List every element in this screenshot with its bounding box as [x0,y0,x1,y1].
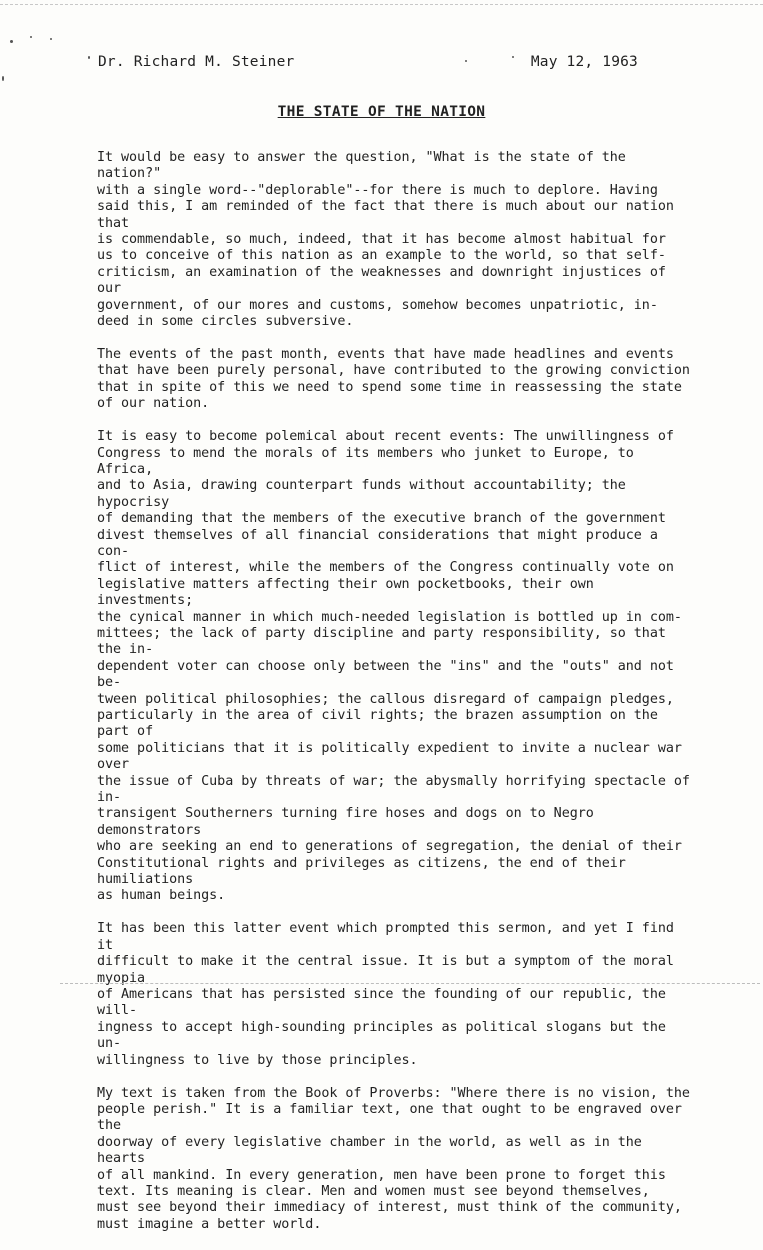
scan-speck [50,38,52,40]
paragraph: It is easy to become polemical about recent events: The unwillingness of Congress to mend the morals of its members who junket to Europe, to Africa, and to Asia, drawing counterpart funds without accountability; the hypocrisy of demanding that the members of the executive branch of the government divest themselves of all financial considerations that might produce a con- flict of interest, while the members of the Congress continually vote on legislative matters affecting their own pocketbooks, their own investments; the cynical manner in which much-needed legislation is bottled up in com- mittees; the lack of party discipline and party responsibility, so that the in- dependent voter can choose only between the "ins" and the "outs" and not be- tween political philosophies; the callous disregard of campaign pledges, particularly in the area of civil rights; the brazen assumption on the part of some politicians that it is politically expedient to invite a nuclear war over the issue of Cuba by threats of war; the abysmally horrifying spectacle of in- transigent Southerners turning fire hoses and dogs on to Negro demonstrators who are seeking an end to generations of segregation, the denial of their Constitutional rights and privileges as citizens, the end of their humiliations as human beings. [97,429,690,904]
page-top-edge [0,4,763,5]
page-bottom-edge [60,983,760,984]
scan-speck [88,56,90,59]
page-title: THE STATE OF THE NATION [277,104,486,120]
author-name: Dr. Richard M. Steiner [98,54,295,70]
scan-speck [2,76,4,81]
paragraph: It has been this latter event which prompted this sermon, and yet I find it difficult to make it the central issue. It is but a symptom of the moral myopia of Americans that has persisted since the founding of our republic, the will- ingness to accept high-sounding principles as political slogans but the un- willingness to live by those principles. [97,921,674,1068]
sermon-body [97,150,697,1250]
letter-date: May 12, 1963 [530,54,638,70]
paragraph: My text is taken from the Book of Proverbs: "Where there is no vision, the people perish." It is a familiar text, one that ought to be engraved over the doorway of every legislative chamber in the world, as well as in the hearts of all mankind. In every generation, men have been prone to forget this text. Its meaning is clear. Men and women must see beyond themselves, must see beyond their immediacy of interest, must think of the community, must imagine a better world. [97,1085,690,1232]
letter-header [98,54,638,74]
scan-speck [10,40,13,43]
paragraph: It would be easy to answer the question, "What is the state of the nation?" with a single word--"deplorable"--for there is much to deplore. Having said this, I am reminded of the fact that there is much about our nation that is commendable, so much, indeed, that it has become almost habitual for us to conceive of this nation as an example to the world, so that self- criticism, an examination of the weaknesses and downright injustices of our government, of our mores and customs, somehow becomes unpatriotic, in- deed in some circles subversive. [97,150,674,330]
paragraph: The events of the past month, events that have made headlines and events that have been purely personal, have contributed to the growing conviction that in spite of this we need to spend some time in reassessing the state of our nation. [97,346,690,412]
scan-speck [30,36,32,38]
